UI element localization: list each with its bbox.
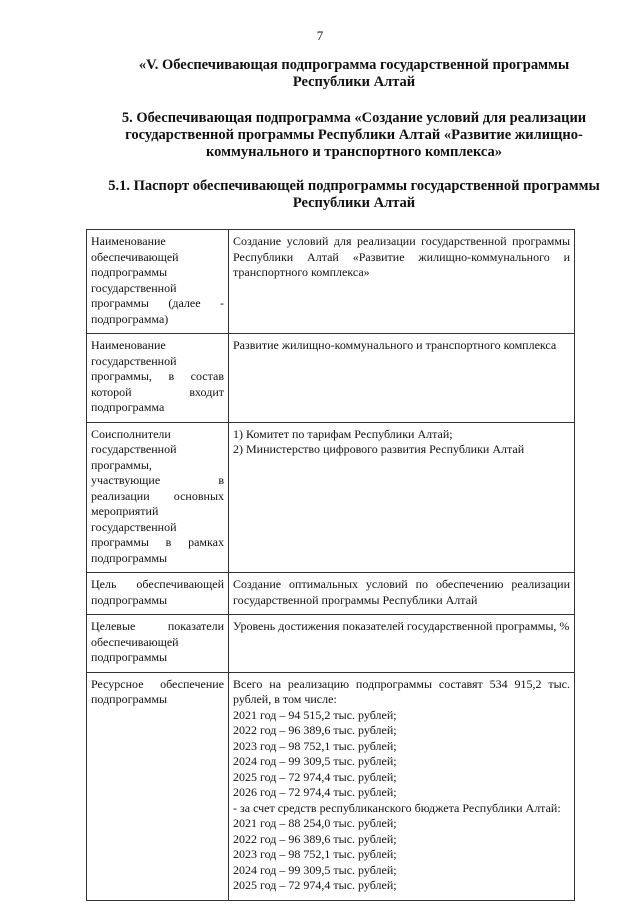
section-heading-line: Республики Алтай bbox=[292, 74, 416, 90]
passport-value-line: 2024 год – 99 309,5 тыс. рублей; bbox=[233, 862, 397, 877]
passport-value-line: 2026 год – 72 974,4 тыс. рублей; bbox=[233, 785, 397, 799]
passport-row bbox=[87, 422, 575, 573]
passport-value-line: Уровень достижения показателей государственной программы, % bbox=[233, 619, 570, 633]
passport-value-line: 2022 год – 96 389,6 тыс. рублей; bbox=[233, 723, 397, 737]
passport-value-line: Создание условий для реализации государственной программы Республики Алтай «Развитие жилищно-коммунального и транспортного комплекса» bbox=[233, 234, 570, 279]
passport-value-line: 2025 год – 72 974,4 тыс. рублей; bbox=[233, 769, 397, 784]
subprogram-heading-line: коммунального и транспортного комплекса» bbox=[205, 144, 503, 160]
passport-row bbox=[87, 672, 575, 900]
passport-row-label: Цель обеспечивающей подпрограммы bbox=[87, 573, 229, 615]
passport-table bbox=[86, 229, 575, 901]
passport-value-line: 2) Министерство цифрового развития Республики Алтай bbox=[233, 442, 525, 456]
subprogram-heading bbox=[88, 110, 620, 161]
passport-row-value bbox=[229, 615, 575, 673]
passport-row bbox=[87, 615, 575, 673]
passport-row-label: Целевые показатели обеспечивающей подпрограммы bbox=[87, 615, 229, 673]
passport-heading-line: Республики Алтай bbox=[292, 195, 416, 211]
passport-row bbox=[87, 230, 575, 334]
passport-heading bbox=[88, 178, 620, 212]
passport-value-line: 2022 год – 96 389,6 тыс. рублей; bbox=[233, 831, 397, 846]
passport-row-value bbox=[229, 672, 575, 900]
passport-value-line: Создание оптимальных условий по обеспечению реализации государственной программы Республики Алтай bbox=[233, 577, 570, 607]
subprogram-heading-line: 5. Обеспечивающая подпрограмма «Создание условий для реализации bbox=[121, 110, 587, 126]
passport-row-value bbox=[229, 230, 575, 334]
passport-value-line: 2023 год – 98 752,1 тыс. рублей; bbox=[233, 847, 397, 861]
passport-row-label: Наименование государственной программы, в состав которой входит подпрограмма bbox=[87, 334, 229, 423]
passport-value-line: 2021 год – 94 515,2 тыс. рублей; bbox=[233, 707, 397, 722]
passport-row bbox=[87, 573, 575, 615]
passport-table-body bbox=[87, 230, 575, 901]
section-heading-line: «V. Обеспечивающая подпрограмма государственной программы bbox=[138, 57, 570, 73]
passport-row bbox=[87, 334, 575, 423]
passport-value-line: - за счет средств республиканского бюджета Республики Алтай: bbox=[233, 800, 561, 815]
passport-row-value bbox=[229, 573, 575, 615]
passport-row-label: Соисполнители государственной программы, участвующие в реализации основных мероприятий государственной программы в рамках подпрограммы bbox=[87, 422, 229, 573]
passport-heading-line: 5.1. Паспорт обеспечивающей подпрограммы государственной программы bbox=[108, 178, 600, 194]
passport-value-line: Развитие жилищно-коммунального и транспортного комплекса bbox=[233, 338, 557, 352]
passport-value-line: 2023 год – 98 752,1 тыс. рублей; bbox=[233, 738, 397, 753]
passport-row-label: Ресурсное обеспечение подпрограммы bbox=[87, 672, 229, 900]
section-heading bbox=[88, 57, 620, 91]
passport-value-line: 1) Комитет по тарифам Республики Алтай; bbox=[233, 426, 453, 441]
passport-row-value bbox=[229, 334, 575, 423]
page-number: 7 bbox=[316, 28, 324, 43]
subprogram-heading-line: государственной программы Республики Алтай «Развитие жилищно- bbox=[125, 127, 583, 143]
passport-row-label: Наименование обеспечивающей подпрограммы государственной программы (далее - подпрограмма) bbox=[87, 230, 229, 334]
passport-value-line: 2024 год – 99 309,5 тыс. рублей; bbox=[233, 754, 397, 768]
passport-value-line: Всего на реализацию подпрограммы составят 534 915,2 тыс. рублей, в том числе: bbox=[233, 676, 570, 706]
passport-row-value bbox=[229, 422, 575, 573]
passport-value-line: 2021 год – 88 254,0 тыс. рублей; bbox=[233, 816, 397, 830]
passport-value-line: 2025 год – 72 974,4 тыс. рублей; bbox=[233, 878, 397, 892]
